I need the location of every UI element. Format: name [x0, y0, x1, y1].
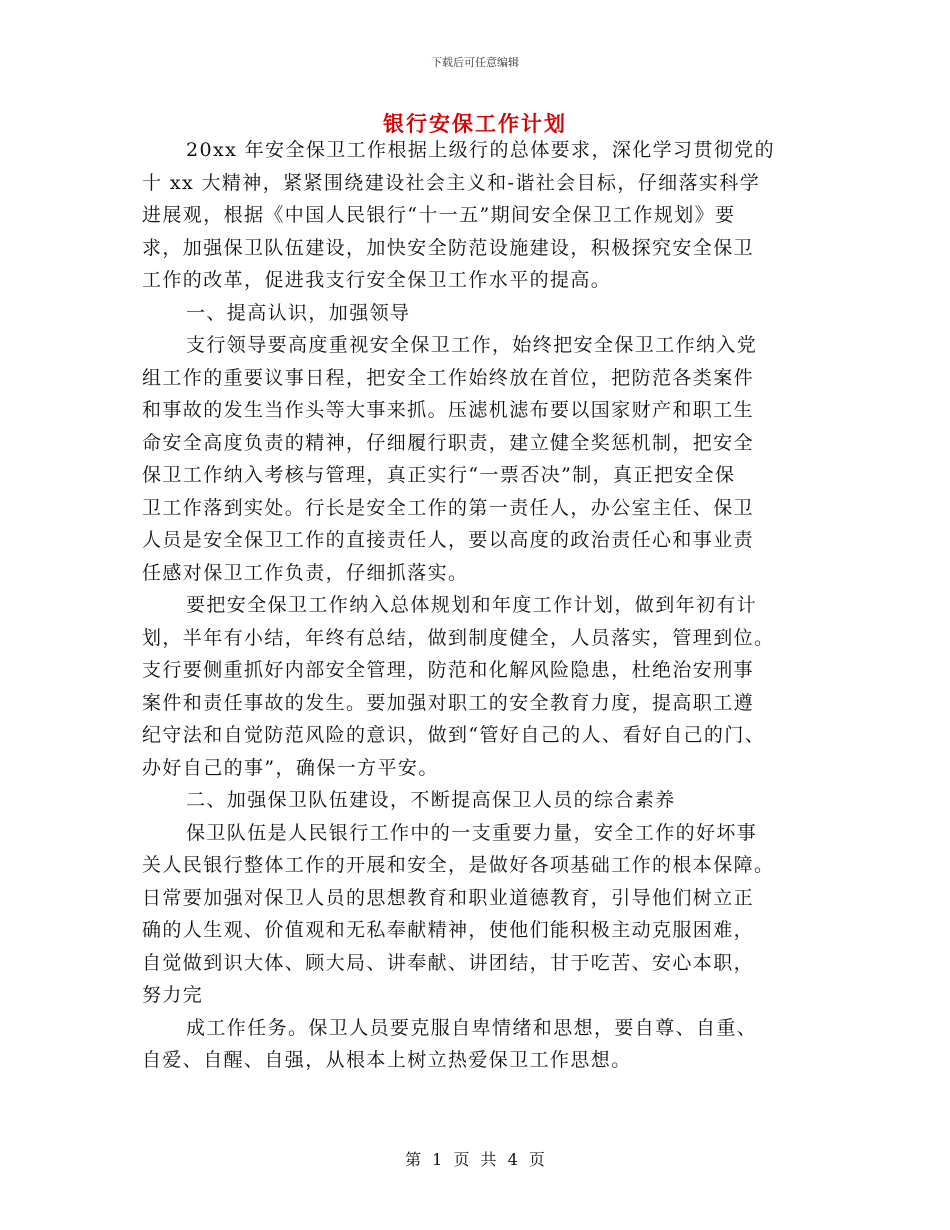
paragraph-line: 确的人生观、价值观和无私奉献精神，使他们能积极主动克服困难，: [142, 919, 755, 941]
paragraph-line: 关人民银行整体工作的开展和安全，是做好各项基础工作的根本保障。: [142, 854, 775, 876]
paragraph-line: 20xx 年安全保卫工作根据上级行的总体要求，深化学习贯彻党的: [186, 139, 776, 161]
paragraph-line: 日常要加强对保卫人员的思想教育和职业道德教育，引导他们树立正: [142, 886, 755, 909]
paragraph-line: 卫工作落到实处。行长是安全工作的第一责任人，办公室主任、保卫: [142, 496, 755, 519]
paragraph-line: 组工作的重要议事日程，把安全工作始终放在首位，把防范各类案件: [142, 366, 755, 389]
paragraph-line: 保卫队伍是人民银行工作中的一支重要力量，安全工作的好坏事: [186, 821, 758, 844]
paragraph-line: 成工作任务。保卫人员要克服自卑情绪和思想，要自尊、自重、: [186, 1016, 758, 1039]
paragraph-line: 要把安全保卫工作纳入总体规划和年度工作计划，做到年初有计: [186, 594, 758, 616]
paragraph-line: 十 xx 大精神，紧紧围绕建设社会主义和-谐社会目标，仔细落实科学: [142, 171, 761, 194]
paragraph-line: 自爱、自醒、自强，从根本上树立热爱保卫工作思想。: [142, 1049, 632, 1071]
header-note: 下载后可任意编辑: [431, 56, 519, 69]
paragraph-line: 划，半年有小结，年终有总结，做到制度健全，人员落实，管理到位。: [142, 626, 775, 649]
paragraph-line: 工作的改革，促进我支行安全保卫工作水平的提高。: [142, 269, 612, 291]
paragraph-line: 求，加强保卫队伍建设，加快安全防范设施建设，积极探究安全保卫: [142, 236, 755, 259]
page-number: 第 1 页 共 4 页: [405, 1150, 545, 1169]
paragraph-line: 支行要侧重抓好内部安全管理，防范和化解风险隐患，杜绝治安刑事: [142, 659, 755, 681]
paragraph-line: 纪守法和自觉防范风险的意识，做到“管好自己的人、看好自己的门、: [142, 724, 766, 746]
paragraph-line: 办好自己的事”，确保一方平安。: [142, 756, 439, 779]
paragraph-line: 自觉做到识大体、顾大局、讲奉献、讲团结，甘于吃苦、安心本职，: [142, 951, 755, 974]
paragraph-line: 任感对保卫工作负责，仔细抓落实。: [142, 561, 469, 584]
paragraph-line: 进展观，根据《中国人民银行“十一五”期间安全保卫工作规划》要: [142, 204, 736, 226]
section-heading: 二、加强保卫队伍建设，不断提高保卫人员的综合素养: [186, 789, 676, 811]
document-body: [142, 134, 810, 1077]
paragraph-line: 保卫工作纳入考核与管理，真正实行“一票否决”制，真正把安全保: [142, 464, 736, 486]
paragraph-line: 支行领导要高度重视安全保卫工作，始终把安全保卫工作纳入党: [186, 334, 758, 356]
document-title: 银行安保工作计划: [383, 111, 567, 136]
paragraph-line: 努力完: [142, 984, 204, 1006]
paragraph-line: 人员是安全保卫工作的直接责任人，要以高度的政治责任心和事业责: [142, 529, 755, 551]
paragraph-line: 案件和责任事故的发生。要加强对职工的安全教育力度，提高职工遵: [142, 691, 755, 714]
section-heading: 一、提高认识，加强领导: [186, 301, 411, 324]
paragraph-line: 和事故的发生当作头等大事来抓。压滤机滤布要以国家财产和职工生: [142, 399, 755, 421]
paragraph-line: 命安全高度负责的精神，仔细履行职责，建立健全奖惩机制，把安全: [142, 431, 755, 454]
